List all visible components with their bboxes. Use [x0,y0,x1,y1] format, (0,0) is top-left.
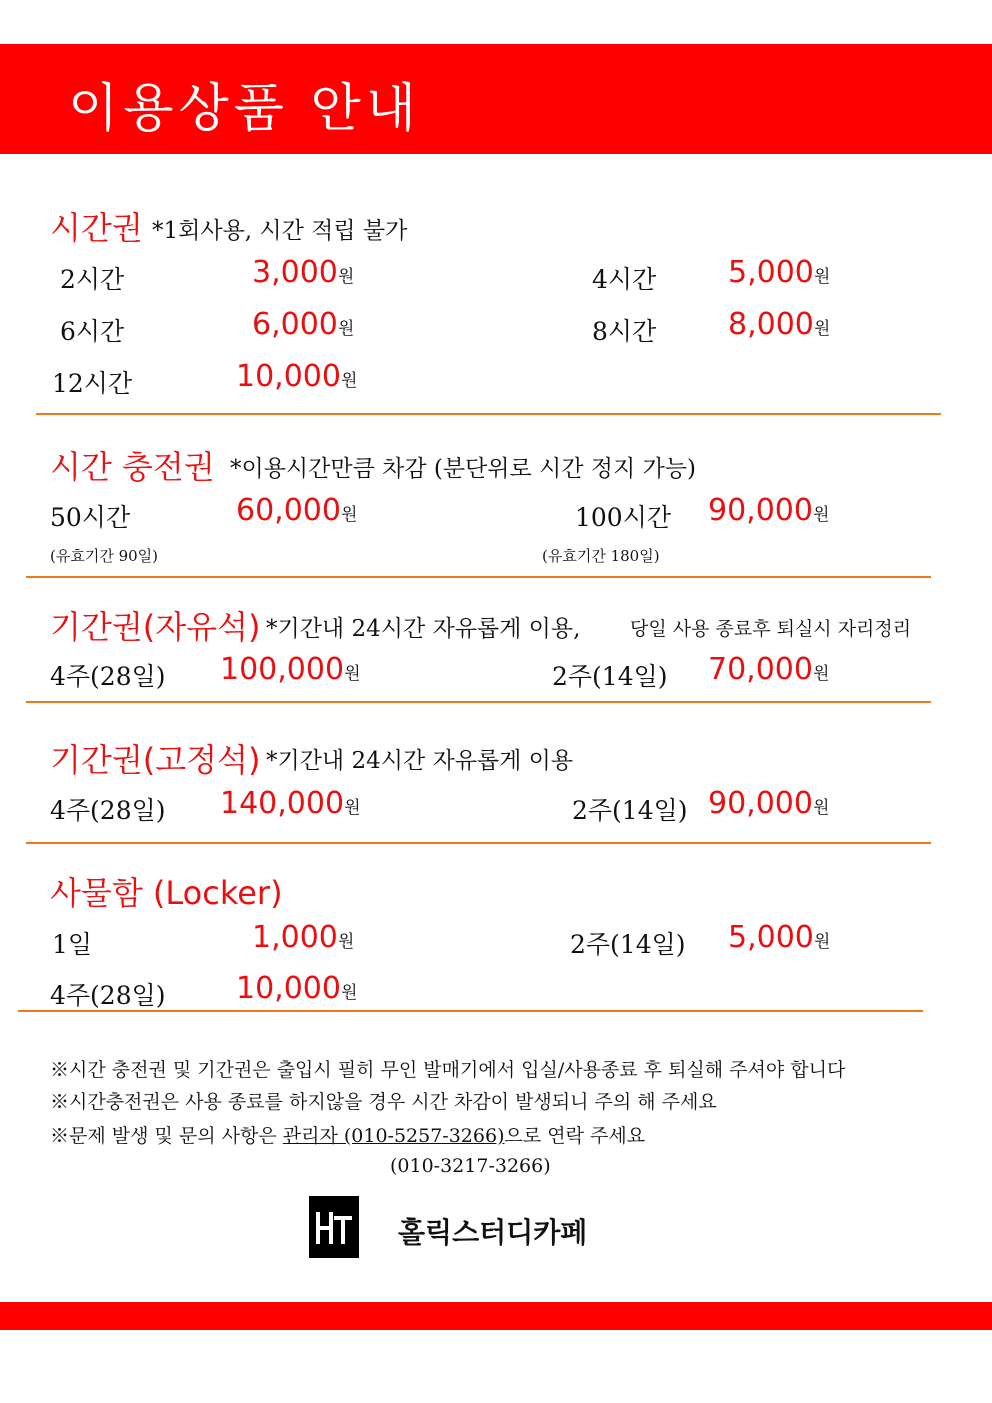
item-name: 8시간 [592,317,657,346]
item-price: 5,000원 [728,255,831,290]
item-name: 1일 [52,930,93,959]
item-name: 4주(28일) [50,796,166,825]
section-note: *기간내 24시간 자유롭게 이용, [266,616,581,642]
section-note: *1회사용, 시간 적립 불가 [152,218,408,244]
item-name: 4주(28일) [50,662,166,691]
item-price: 3,000원 [252,255,355,290]
divider [26,576,931,578]
page-title: 이용상품 안내 [68,79,421,139]
notice-line: ※문제 발생 및 문의 사항은 관리자 (010-5257-3266)으로 연락 주세요 [50,1125,646,1147]
section-title: 사물함 (Locker) [50,874,283,912]
logo-mark-icon [309,1196,359,1258]
notice-line: ※시간충전권은 사용 종료를 하지않을 경우 시간 차감이 발생되니 주의 해 주세요 [50,1091,717,1113]
brand-name: 홀릭스터디카페 [398,1216,588,1249]
item-price: 70,000원 [708,652,830,687]
item-price: 90,000원 [708,493,830,528]
brand-logo-icon [309,1196,359,1258]
item-validity: (유효기간 90일) [50,547,159,565]
item-name: 6시간 [60,317,125,346]
divider [36,413,941,415]
section-note: *이용시간만큼 차감 (분단위로 시간 정지 가능) [230,456,696,482]
section-title: 시간권 [50,209,143,247]
item-price: 90,000원 [708,786,830,821]
item-name: 2시간 [60,265,125,294]
item-price: 8,000원 [728,307,831,342]
footer-banner [0,1302,992,1330]
section-title: 기간권(자유석) [50,608,261,646]
divider [26,701,931,703]
item-price: 1,000원 [252,920,355,955]
notice-phone-secondary: (010-3217-3266) [390,1155,551,1177]
contact-phone-link[interactable]: 관리자 (010-5257-3266) [282,1125,505,1147]
item-name: 4주(28일) [50,981,166,1010]
item-price: 140,000원 [220,786,361,821]
item-name: 4시간 [592,265,657,294]
item-name: 50시간 [50,503,131,532]
notice-line: ※시간 충전권 및 기간권은 출입시 필히 무인 발매기에서 입실/사용종료 후 퇴실해 주셔야 합니다 [50,1059,846,1081]
item-name: 2주(14일) [572,796,688,825]
header-banner [0,44,992,154]
item-price: 10,000원 [236,971,358,1006]
item-validity: (유효기간 180일) [542,547,660,565]
divider [18,1010,923,1012]
item-name: 2주(14일) [552,662,668,691]
item-name: 2주(14일) [570,930,686,959]
section-title: 기간권(고정석) [50,741,261,779]
section-note-small: 당일 사용 종료후 퇴실시 자리정리 [630,618,912,640]
item-name: 100시간 [575,503,672,532]
item-price: 10,000원 [236,359,358,394]
item-price: 6,000원 [252,307,355,342]
item-price: 100,000원 [220,652,361,687]
section-note: *기간내 24시간 자유롭게 이용 [266,748,574,774]
section-title: 시간 충전권 [50,448,215,486]
item-price: 60,000원 [236,493,358,528]
divider [26,842,931,844]
item-price: 5,000원 [728,920,831,955]
item-name: 12시간 [52,369,133,398]
